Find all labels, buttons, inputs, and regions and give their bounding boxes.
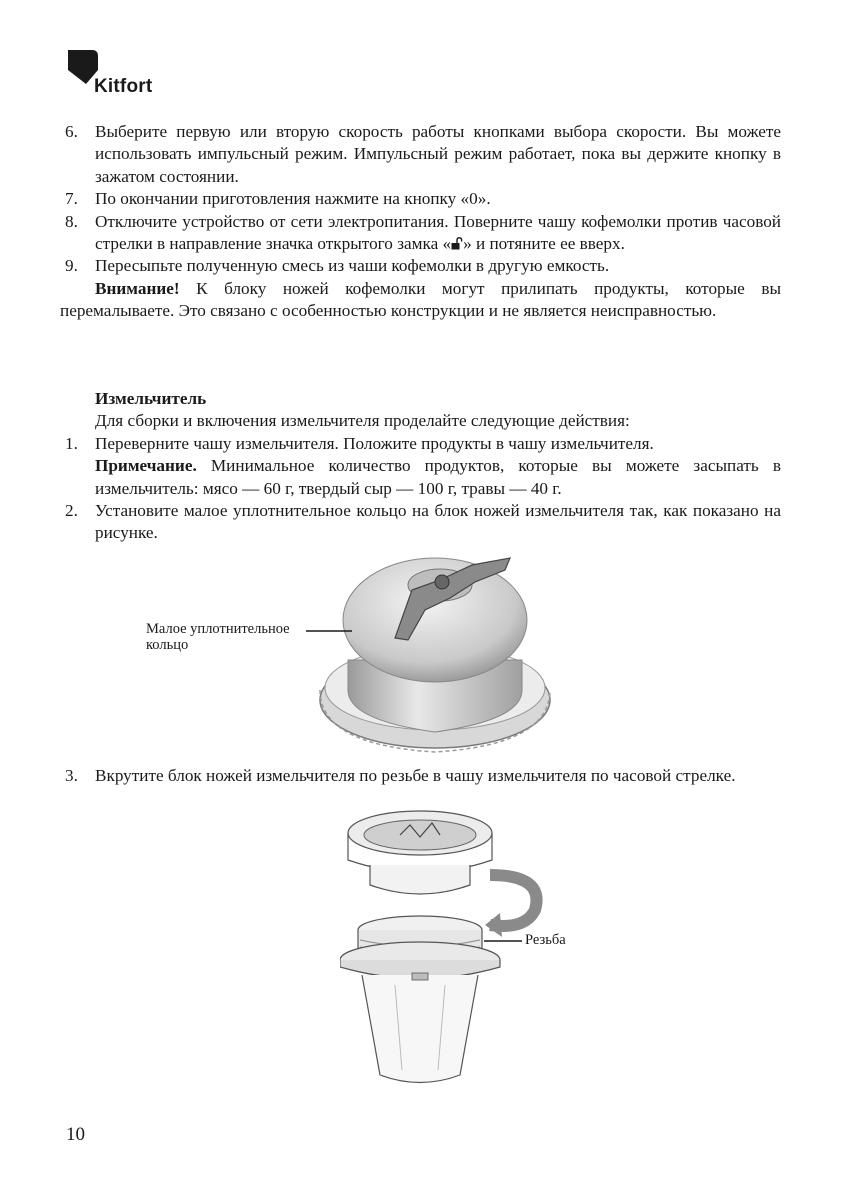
step-text: Пересыпьте полученную смесь из чаши кофемолки в другую емкость. [95, 256, 610, 276]
instructions-top [60, 121, 781, 323]
warning-paragraph [60, 278, 781, 323]
step-text: Переверните чашу измельчителя. Положите продукты в чашу измельчителя. [95, 433, 654, 453]
callout-line: Малое уплотнительное [146, 621, 290, 637]
step-text: По окончании приготовления нажмите на кнопку «0». [95, 189, 491, 209]
warning-label: Внимание! [95, 278, 180, 298]
list-item [60, 211, 781, 256]
step-text: Выберите первую или вторую скорость работы кнопками выбора скорости. Вы можете использовать импульсный режим. Импульсный режим работает, пока вы держите кнопку в зажатом состоянии. [95, 122, 781, 186]
step-text: Отключите устройство от сети электропитания. Поверните чашу кофемолки против часовой стрелки в направление значка открытого замка « [95, 211, 781, 254]
list-item [60, 188, 781, 210]
step-number: 7. [65, 189, 78, 209]
step-number: 1. [65, 433, 78, 453]
list-item [60, 255, 781, 277]
page-number: 10 [66, 1124, 85, 1145]
step-number: 6. [65, 122, 78, 141]
callout-leader-line [306, 628, 352, 634]
list-item [60, 121, 781, 188]
list-item [60, 433, 781, 455]
note-text: Минимальное количество продуктов, которые вы можете засыпать в измельчитель: мясо — 60 г, твердый сыр — 100 г, травы — 40 г. [95, 456, 781, 498]
blade-unit-with-ring-image [300, 540, 570, 765]
note-paragraph [60, 455, 781, 500]
section-title: Измельчитель [95, 389, 207, 408]
step-text: Установите малое уплотнительное кольцо на блок ножей измельчителя так, как показано на рисунке. [95, 501, 781, 543]
brand-name: Kitfort [94, 76, 153, 97]
list-item [60, 765, 781, 787]
section-intro: Для сборки и включения измельчителя проделайте следующие действия: [95, 411, 630, 431]
callout-leader-line [484, 938, 522, 944]
open-lock-icon [451, 237, 463, 250]
step-text: Вкрутите блок ножей измельчителя по резьбе в чашу измельчителя по часовой стрелке. [95, 766, 736, 785]
note-label: Примечание. [95, 456, 197, 476]
step-number: 9. [65, 256, 78, 276]
callout-line: кольцо [146, 637, 189, 653]
callout-label-sealing-ring [146, 621, 290, 653]
section-chopper [60, 388, 781, 545]
section-step-3 [60, 765, 781, 787]
warning-text: К блоку ножей кофемолки могут прилипать продукты, которые вы перемалываете. Это связано с особенностью конструкции и не является неисправностью. [60, 278, 781, 321]
step-number: 8. [65, 211, 78, 231]
list-item [60, 500, 781, 545]
callout-label-thread: Резьба [525, 932, 566, 948]
step-number: 3. [65, 766, 78, 785]
step-text: » и потяните ее вверх. [463, 234, 625, 254]
step-number: 2. [65, 501, 78, 521]
